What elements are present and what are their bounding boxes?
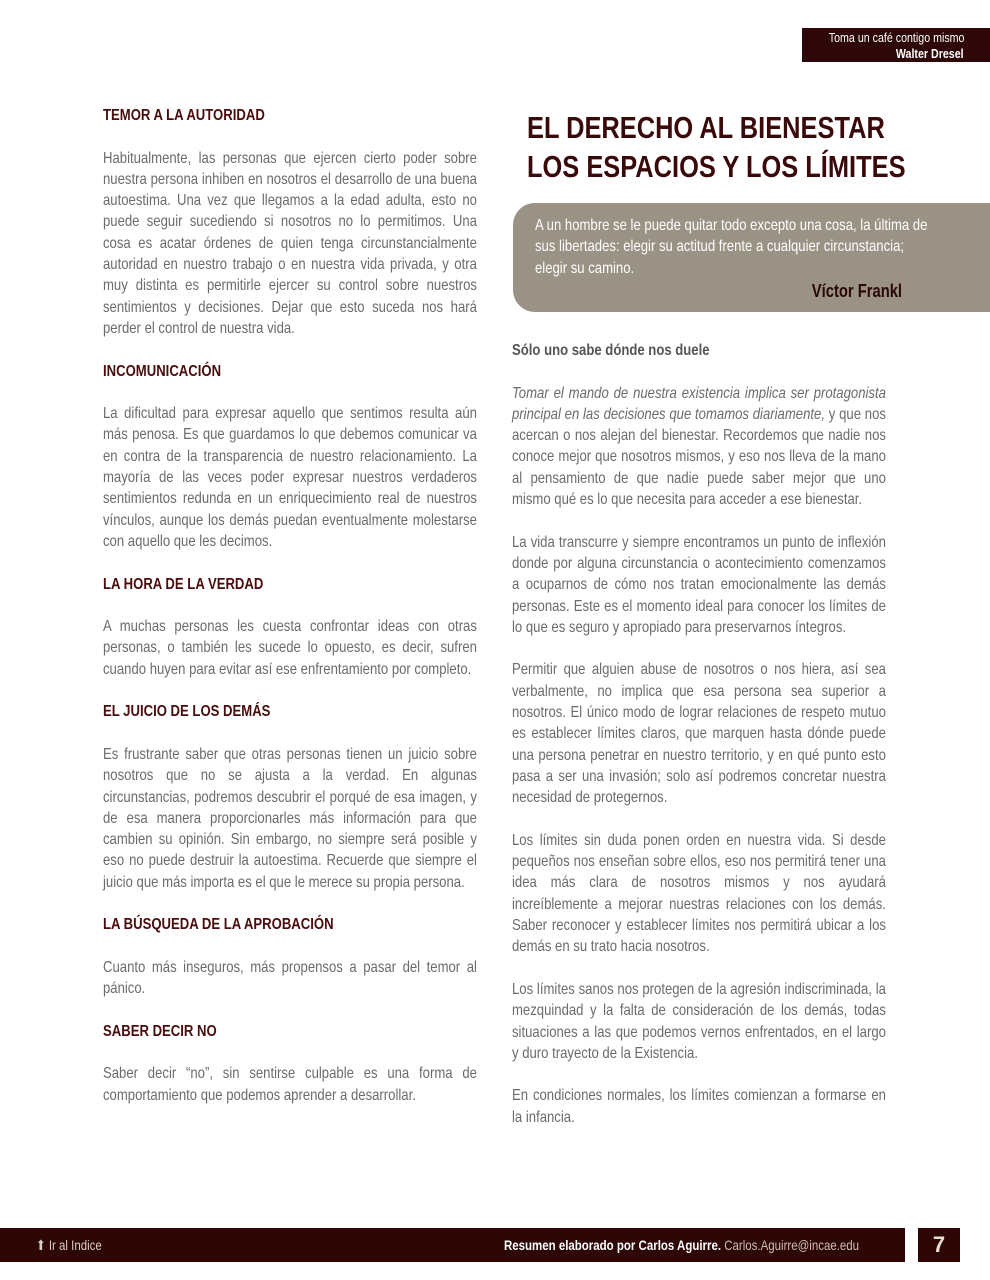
paragraph: Los límites sin duda ponen orden en nuestra vida. Si desde pequeños nos enseñan sobre ellos, eso nos permitirá tener una idea más clara de nosotros mismos y nos ayudará increíblemente a mejorar nuestras relaciones con los demás. Saber reconocer y establecer límites nos permitirá ubicar a los demás en su trato hacia nosotros. <box>512 831 886 956</box>
index-link[interactable] <box>36 1237 102 1254</box>
section-heading: EL JUICIO DE LOS DEMÁS <box>103 703 271 721</box>
header-banner <box>802 28 990 62</box>
paragraph <box>512 383 886 511</box>
credit-text: Resumen elaborado por Carlos Aguirre. <box>503 1237 721 1253</box>
section-text: A muchas personas les cuesta confrontar ideas con otras personas, o también les sucede lo opuesto, es decir, sufren cuando huyen para evitar así ese enfrentamiento por completo. <box>103 618 477 678</box>
paragraph: En condiciones normales, los límites comienzan a formarse en la infancia. <box>512 1087 886 1126</box>
section-text: Cuanto más inseguros, más propensos a pasar del temor al pánico. <box>103 958 477 998</box>
paragraph: La vida transcurre y siempre encontramos un punto de inflexión donde por alguna circunstancia o acontecimiento comenzamos a ocuparnos de cómo nos tratan emocionalmente las demás personas. Este es el momento ideal para conocer los límites de lo que es seguro y apropiado para preservarnos íntegros. <box>512 533 886 636</box>
italic-lead: Tomar el mando de nuestra existencia implica ser protagonista principal en las decisiones que tomamos diariamente, <box>512 384 886 423</box>
email-link[interactable]: Carlos.Aguirre@incae.edu <box>724 1237 859 1253</box>
section-heading: INCOMUNICACIÓN <box>103 362 222 380</box>
article-title-line-1: EL DERECHO AL BIENESTAR <box>527 110 885 145</box>
section-text: Es frustrante saber que otras personas tienen un juicio sobre nosotros que no se ajusta a la verdad. En algunas circunstancias, podremos descubrir el porqué de esa imagen, y de esa manera proporcionarles más información para que cambien su opinión. Sin embargo, no siempre será posible y eso no puede destruir la autoestima. Recuerde que siempre el juicio que más importa es el que le merece su propia persona. <box>103 745 477 891</box>
subheading: Sólo uno sabe dónde nos duele <box>512 342 710 359</box>
page-number: 7 <box>918 1228 960 1262</box>
article-title-line-2: LOS ESPACIOS Y LOS LÍMITES <box>527 149 906 184</box>
quote-box <box>513 203 990 312</box>
book-author: Walter Dresel <box>896 46 964 61</box>
index-link-label: Ir al Indice <box>48 1237 102 1253</box>
footer-bar <box>0 1228 905 1262</box>
section-heading: LA BÚSQUEDA DE LA APROBACIÓN <box>103 916 334 934</box>
book-title: Toma un café contigo mismo <box>828 30 964 45</box>
quote-author: Víctor Frankl <box>811 281 902 301</box>
section-text: La dificultad para expresar aquello que sentimos resulta aún más penosa. Es que guardamos lo que debemos comunicar va en contra de la transparencia de nuestro relacionamiento. La mayoría de las veces poder expresar nuestros verdaderos sentimientos redunda en un enriquecimiento real de nuestros vínculos, aunque los demás puedan eventualmente molestarse con aquello que les decimos. <box>103 405 477 550</box>
section-heading: LA HORA DE LA VERDAD <box>103 575 264 593</box>
left-column <box>103 105 477 1127</box>
section-text: Saber decir “no”, sin sentirse culpable es una forma de comportamiento que podemos aprender a desarrollar. <box>103 1065 477 1104</box>
section-text: Habitualmente, las personas que ejercen cierto poder sobre nuestra persona inhiben en nosotros el desarrollo de una buena autoestima. Una vez que llegamos a la edad adulta, esto no puede seguir sucediendo si nosotros no lo permitimos. Una cosa es acatar órdenes de quien tenga circunstancialmente autoridad en nuestro trabajo o en nuestra vida privada, y otra muy distinta es permitirle ejercer su control sobre nuestros sentimientos y decisiones. Dejar que esto suceda nos hará perder el control de nuestra vida. <box>103 149 477 337</box>
article-title <box>527 108 906 186</box>
paragraph: Permitir que alguien abuse de nosotros o nos hiera, así sea verbalmente, no implica que esa persona sea superior a nosotros. El único modo de lograr relaciones de respeto mutuo es establecer límites claros, que marquen hasta dónde puede una persona penetrar en nuestro territorio, y en qué punto esto pasa a ser una invasión; solo así podremos concretar nuestra necesidad de protegernos. <box>512 661 886 807</box>
right-column <box>512 340 886 1149</box>
double-chevron-up-icon: ⬆︎ <box>36 1237 46 1253</box>
paragraph: Los límites sanos nos protegen de la agresión indiscriminada, la mezquindad y la falta de consideración de los demás, todas situaciones a las que podemos vernos enfrentados, en el largo y duro trayecto de la Existencia. <box>512 980 886 1062</box>
quote-text: A un hombre se le puede quitar todo excepto una cosa, la última de sus libertades: elegir su actitud frente a cualquier circunstancia; elegir su camino. <box>535 217 928 277</box>
section-heading: SABER DECIR NO <box>103 1022 217 1040</box>
section-heading: TEMOR A LA AUTORIDAD <box>103 107 265 124</box>
credit <box>504 1237 859 1253</box>
paragraph-rest: y que nos acercan o nos alejan del bienestar. Recordemos que nadie nos conoce mejor que nosotros mismos, y eso nos lleva de la mano al pensamiento de que nadie puede saber mejor que uno mismo qué es lo que necesita para acceder a ese bienestar. <box>512 405 886 509</box>
